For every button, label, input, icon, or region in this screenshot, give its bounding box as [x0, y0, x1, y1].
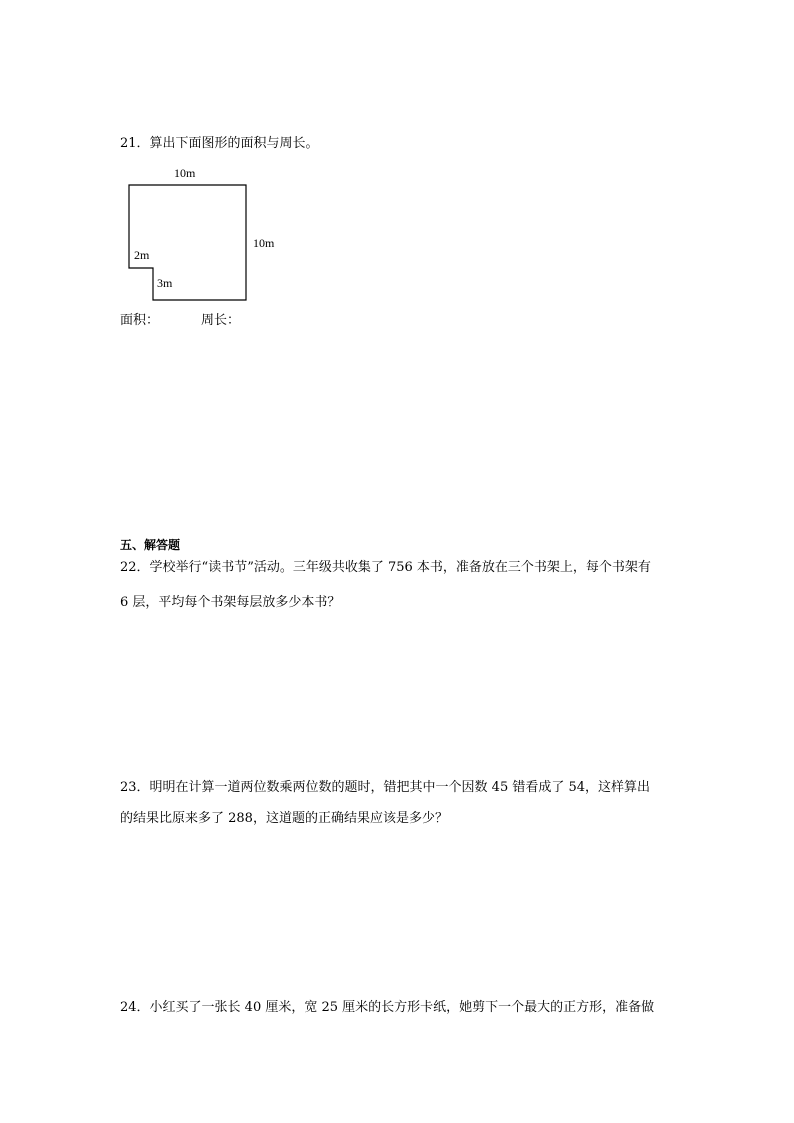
q21-question: 21．算出下面图形的面积与周长。 [120, 136, 319, 151]
q24-line1: 24．小红买了一张长 40 厘米，宽 25 厘米的长方形卡纸，她剪下一个最大的正方形，准备做 [120, 1000, 655, 1015]
perimeter-label: 周长： [201, 313, 241, 328]
q23-line1: 23．明明在计算一道两位数乘两位数的题时，错把其中一个因数 45 错看成了 54，这样算出 [120, 780, 651, 795]
q22-line2: 6 层，平均每个书架每层放多少本书？ [120, 595, 341, 610]
label-notch-height: 2m [134, 248, 150, 262]
area-label: 面积： [120, 313, 160, 328]
label-notch-width: 3m [157, 276, 173, 290]
q23-line2: 的结果比原来多了 288，这道题的正确结果应该是多少？ [120, 811, 448, 826]
l-shape-outline [129, 185, 246, 300]
label-top-width: 10m [174, 166, 196, 180]
section-title: 五、解答题 [120, 538, 181, 552]
label-right-height: 10m [253, 236, 275, 250]
q22-line1: 22．学校举行“读书节”活动。三年级共收集了 756 本书，准备放在三个书架上，每个书架有 [120, 560, 651, 575]
